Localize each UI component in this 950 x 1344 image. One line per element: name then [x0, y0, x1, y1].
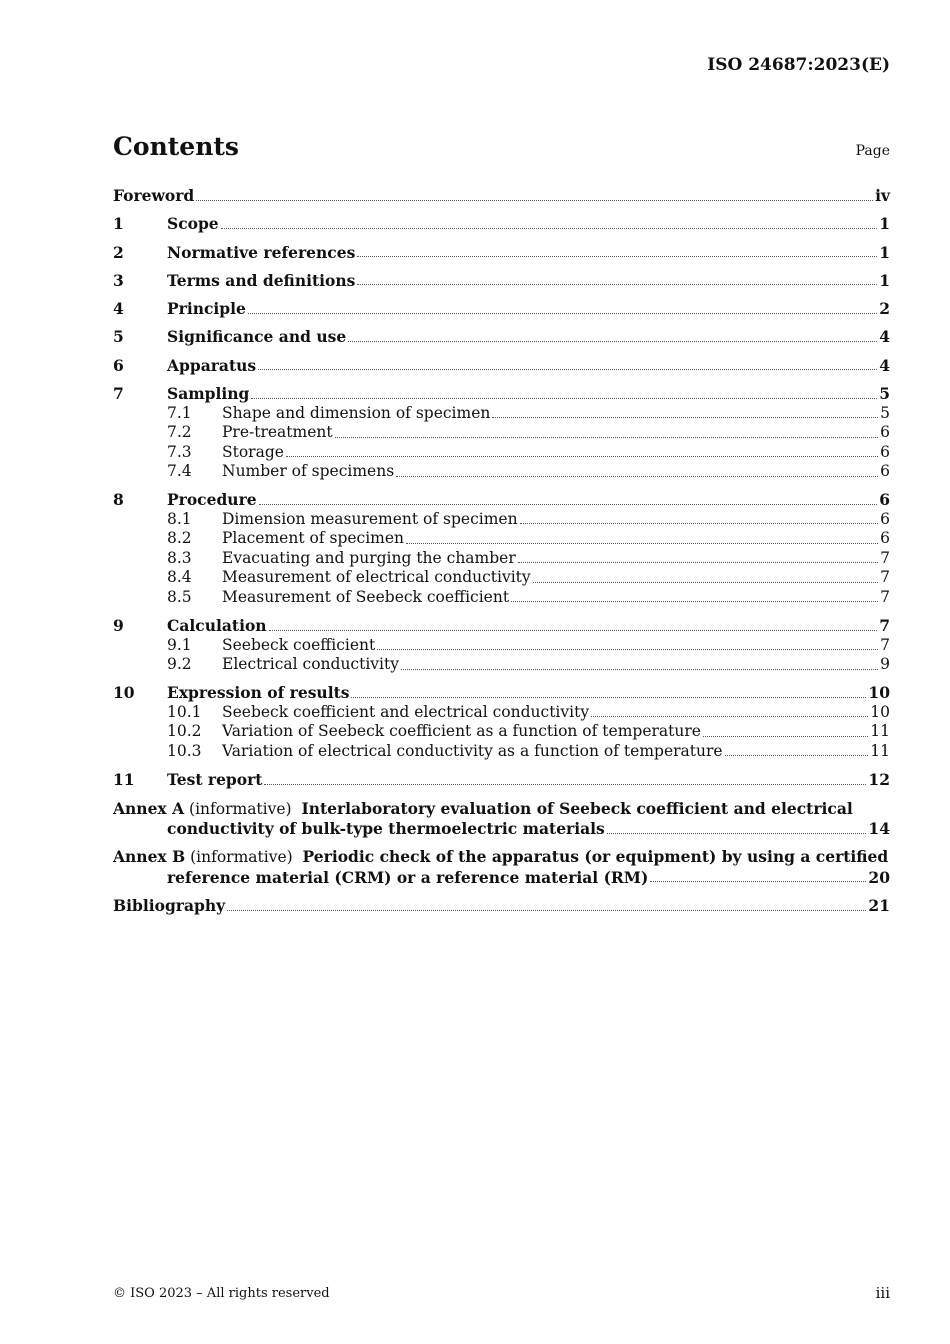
toc-entry-number: 6	[113, 355, 124, 375]
annex-title-line2: reference material (CRM) or a reference material (RM)	[167, 867, 649, 887]
toc-entry-page: 11	[870, 741, 890, 760]
toc-entry-clause[interactable]	[113, 770, 890, 790]
toc-entry-title: Scope	[167, 214, 219, 234]
toc-entry-page: 1	[879, 270, 890, 290]
footer-copyright: © ISO 2023 – All rights reserved	[113, 1286, 330, 1301]
toc-entry-title: Terms and definitions	[167, 270, 356, 290]
dot-leader	[406, 542, 878, 544]
toc-entry-page: 7	[880, 635, 890, 654]
toc-entry-page: 11	[870, 722, 890, 741]
toc-entry-number: 8.2	[167, 529, 192, 548]
dot-leader	[607, 832, 867, 834]
toc-entry-clause[interactable]	[113, 327, 890, 347]
toc-entry-subclause[interactable]	[113, 588, 890, 608]
toc-entry-page: 21	[868, 896, 890, 916]
dot-leader	[286, 455, 878, 457]
toc-entry-title: Principle	[167, 299, 246, 319]
toc-entry-page: 10	[868, 683, 890, 703]
toc-entry-page: 6	[880, 423, 890, 442]
toc-entry-subclause[interactable]	[113, 549, 890, 569]
dot-leader	[351, 696, 866, 698]
toc-entry-number: 8.3	[167, 548, 192, 567]
toc-entry-clause[interactable]	[113, 214, 890, 234]
toc-entry-page: 7	[880, 548, 890, 567]
toc-entry-number: 8.1	[167, 509, 192, 528]
dot-leader	[251, 397, 877, 399]
toc-entry-number: 11	[113, 770, 135, 790]
toc-entry-number: 1	[113, 214, 124, 234]
toc-entry-title: Normative references	[167, 242, 356, 262]
toc-entry-page: 5	[879, 384, 890, 404]
dot-leader	[264, 783, 866, 785]
toc-entry-page: 20	[868, 867, 890, 887]
toc-entry-title: Seebeck coefficient	[222, 635, 376, 654]
toc-entry-title: Test report	[167, 770, 263, 790]
toc-entry-number: 4	[113, 299, 124, 319]
toc-entry-subclause[interactable]	[113, 529, 890, 549]
dot-leader	[227, 909, 866, 911]
toc-entry-number: 5	[113, 327, 124, 347]
dot-leader	[196, 199, 873, 201]
toc-entry-subclause[interactable]	[113, 423, 890, 443]
toc-entry-annex-b[interactable]	[113, 847, 890, 887]
toc-entry-page: 6	[879, 490, 890, 510]
annex-title-line1: Periodic check of the apparatus (or equipment) by using a certified	[302, 847, 889, 867]
toc-entry-number: 8	[113, 490, 124, 510]
toc-entry-page: 7	[880, 568, 890, 587]
toc-entry-title: Foreword	[113, 186, 195, 205]
toc-entry-title: Measurement of Seebeck coefficient	[222, 587, 510, 606]
annex-title-line2: conductivity of bulk-type thermoelectric materials	[167, 819, 605, 839]
toc-entry-title: Pre-treatment	[222, 423, 333, 442]
toc-entry-clause[interactable]	[113, 299, 890, 319]
dot-leader	[518, 561, 878, 563]
toc-entry-page: 2	[879, 299, 890, 319]
dot-leader	[703, 735, 868, 737]
toc-entry-clause[interactable]	[113, 384, 890, 404]
dot-leader	[401, 668, 878, 670]
dot-leader	[248, 312, 877, 314]
toc-entry-title: Expression of results	[167, 683, 350, 703]
toc-entry-page: 9	[880, 655, 890, 674]
toc-entry-annex-a[interactable]	[113, 799, 890, 839]
toc-entry-number: 7.1	[167, 403, 192, 422]
toc-entry-page: 7	[880, 587, 890, 606]
toc-entry-page: 1	[879, 214, 890, 234]
page-title: Contents	[113, 132, 240, 161]
dot-leader	[258, 368, 877, 370]
toc-entry-number: 10.1	[167, 702, 202, 721]
toc-entry-page: 6	[880, 509, 890, 528]
annex-type: (informative)	[189, 799, 292, 818]
dot-leader	[269, 629, 878, 631]
toc-entry-title: Number of specimens	[222, 462, 395, 481]
dot-leader	[650, 880, 866, 882]
toc-entry-subclause[interactable]	[113, 443, 890, 463]
toc-entry-clause[interactable]	[113, 616, 890, 636]
toc-entry-title: Seebeck coefficient and electrical conductivity	[222, 702, 590, 721]
toc-entry-number: 9.2	[167, 655, 192, 674]
toc-entry-number: 9	[113, 616, 124, 636]
toc-entry-title: Variation of electrical conductivity as a function of temperature	[222, 741, 723, 760]
toc-entry-title: Dimension measurement of specimen	[222, 509, 518, 528]
toc-entry-number: 8.4	[167, 568, 192, 587]
toc-entry-title: Bibliography	[113, 896, 226, 916]
toc-entry-title: Procedure	[167, 490, 257, 510]
dot-leader	[492, 416, 878, 418]
toc-entry-title: Significance and use	[167, 327, 347, 347]
toc-entry-title: Measurement of electrical conductivity	[222, 568, 531, 587]
toc-entry-title: Electrical conductivity	[222, 655, 399, 674]
dot-leader	[725, 754, 869, 756]
toc-entry-number: 7	[113, 384, 124, 404]
toc-entry-page: 14	[868, 819, 890, 839]
toc-entry-subclause[interactable]	[113, 655, 890, 675]
toc-entry-page: 5	[880, 403, 890, 422]
toc-entry-number: 2	[113, 242, 124, 262]
toc-entry-number: 3	[113, 270, 124, 290]
toc-entry-subclause[interactable]	[113, 703, 890, 723]
toc-entry-page: 12	[868, 770, 890, 790]
toc-entry-title: Apparatus	[167, 355, 257, 375]
dot-leader	[335, 436, 879, 438]
toc-entry-title: Evacuating and purging the chamber	[222, 548, 516, 567]
toc-entry-page: 4	[879, 327, 890, 347]
dot-leader	[348, 340, 877, 342]
toc-entry-subclause[interactable]	[113, 722, 890, 742]
dot-leader	[511, 600, 878, 602]
toc-entry-clause[interactable]	[113, 490, 890, 510]
toc-entry-clause[interactable]	[113, 271, 890, 291]
toc-entry-page: 6	[880, 462, 890, 481]
toc-entry-title: Placement of specimen	[222, 529, 405, 548]
toc-entry-title: Calculation	[167, 616, 267, 636]
annex-label: Annex B	[113, 847, 186, 867]
toc-entry-subclause[interactable]	[113, 636, 890, 656]
dot-leader	[396, 475, 878, 477]
toc-entry-title: Sampling	[167, 384, 250, 404]
annex-title-line1: Interlaboratory evaluation of Seebeck coefficient and electrical	[301, 798, 853, 818]
toc-entry-page: 7	[879, 616, 890, 636]
toc-entry-title: Storage	[222, 442, 284, 461]
toc-entry-subclause[interactable]	[113, 462, 890, 482]
toc-entry-page: 4	[879, 355, 890, 375]
toc-entry-page: 1	[879, 242, 890, 262]
toc-entry-number: 10	[113, 683, 135, 703]
toc-entry-subclause[interactable]	[113, 568, 890, 588]
toc-entry-subclause[interactable]	[113, 742, 890, 762]
page-column-label: Page	[855, 143, 890, 159]
dot-leader	[221, 227, 878, 229]
table-of-contents	[113, 186, 890, 916]
toc-entry-clause[interactable]	[113, 356, 890, 376]
annex-type: (informative)	[190, 848, 293, 867]
footer-page-number: iii	[875, 1284, 890, 1302]
toc-entry-number: 7.2	[167, 423, 192, 442]
toc-entry-clause[interactable]	[113, 683, 890, 703]
toc-entry-bibliography[interactable]	[113, 896, 890, 916]
toc-entry-number: 9.1	[167, 635, 192, 654]
toc-entry-title: Shape and dimension of specimen	[222, 403, 491, 422]
toc-entry-page: 6	[880, 529, 890, 548]
dot-leader	[259, 503, 878, 505]
toc-entry-subclause[interactable]	[113, 404, 890, 424]
toc-entry-number: 8.5	[167, 587, 192, 606]
dot-leader	[357, 283, 877, 285]
toc-entry-number: 10.3	[167, 741, 202, 760]
toc-entry-number: 7.4	[167, 462, 192, 481]
toc-entry-clause[interactable]	[113, 243, 890, 263]
dot-leader	[377, 648, 878, 650]
toc-entry-subclause[interactable]	[113, 510, 890, 530]
dot-leader	[520, 522, 879, 524]
toc-entry-page: 10	[870, 702, 890, 721]
dot-leader	[533, 581, 878, 583]
document-id: ISO 24687:2023(E)	[707, 55, 890, 75]
toc-entry-foreword[interactable]	[113, 186, 890, 206]
toc-entry-number: 10.2	[167, 722, 202, 741]
toc-entry-number: 7.3	[167, 442, 192, 461]
toc-entry-page: 6	[880, 442, 890, 461]
dot-leader	[591, 715, 868, 717]
toc-entry-title: Variation of Seebeck coefficient as a function of temperature	[222, 722, 701, 741]
dot-leader	[357, 255, 877, 257]
toc-entry-page: iv	[875, 186, 890, 205]
annex-label: Annex A	[113, 798, 185, 818]
